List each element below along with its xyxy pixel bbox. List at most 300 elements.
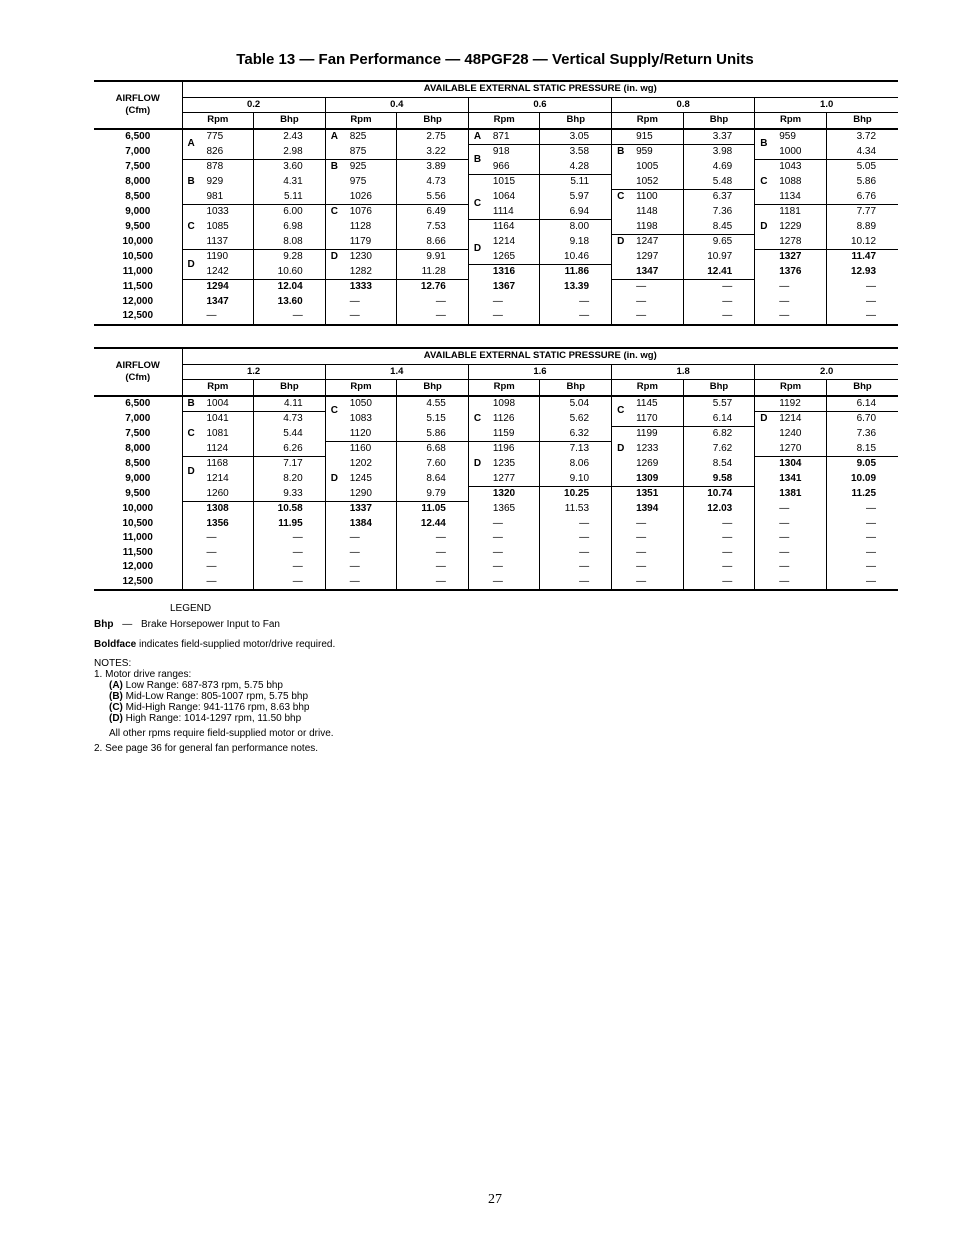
bhp-header: Bhp [683,113,755,129]
pressure-header: 1.0 [755,97,898,113]
table-row [94,517,898,532]
rpm-cell: — [325,295,397,310]
bhp-cell: 9.79 [397,487,469,502]
bhp-cell: 8.54 [683,457,755,472]
airflow-cell: 8,000 [125,443,151,454]
header-row-units [94,113,898,129]
airflow-header [94,81,182,129]
bhp-cell: 6.70 [826,412,898,427]
bhp-cell: — [826,517,898,532]
bhp-cell: 8.45 [683,220,755,235]
rpm-cell: 1114 [468,205,540,220]
bhp-cell: 11.25 [826,487,898,502]
rpm-cell: 1240 [755,427,827,442]
drive-range-code: (C) [109,702,123,713]
pressure-header: 0.8 [612,97,755,113]
table-row [94,575,898,591]
rpm-cell: — [325,531,397,546]
drive-range-code: (B) [109,691,123,702]
bhp-header: Bhp [254,380,326,396]
rpm-cell: 1277 [468,472,540,487]
bhp-cell: — [826,502,898,517]
table-row [94,487,898,502]
rpm-cell: 1376 [755,265,827,280]
bhp-cell: 12.93 [826,265,898,280]
rpm-cell: — [612,531,684,546]
note-other: All other rpms require field-supplied motor or drive. [109,728,334,739]
rpm-cell: 1179 [325,235,397,250]
rpm-cell: 1356 [182,517,254,532]
rpm-cell: — [182,309,254,325]
header-row-pressures [94,97,898,113]
rpm-cell: 1085 [182,220,254,235]
rpm-cell: 1214 D [468,235,540,250]
bhp-cell: 10.12 [826,235,898,250]
drive-range-text: Mid-Low Range: 805-1007 rpm, 5.75 bhp [122,691,309,702]
airflow-cell: 9,500 [125,221,151,232]
rpm-cell: — [468,531,540,546]
esp-header: AVAILABLE EXTERNAL STATIC PRESSURE (in. wg) [182,348,898,364]
rpm-cell: 1265 [468,250,540,265]
drive-range-marker: A [187,138,195,149]
rpm-cell: 1230 D [325,250,397,265]
bhp-cell: 12.44 [397,517,469,532]
table-row [94,412,898,427]
bhp-cell: 5.97 [540,190,612,205]
table-row [94,442,898,457]
esp-header: AVAILABLE EXTERNAL STATIC PRESSURE (in. wg) [182,81,898,97]
table-row [94,309,898,325]
bhp-cell: — [540,546,612,561]
rpm-cell: 1081 [182,427,254,442]
legend-bhp-dash: — [122,619,133,630]
bhp-cell: 13.60 [254,295,326,310]
bhp-cell: — [683,517,755,532]
rpm-cell: 875 [325,145,397,160]
rpm-header: Rpm [755,113,827,129]
table-row [94,175,898,190]
bhp-cell: — [397,546,469,561]
table-row [94,190,898,205]
bhp-cell: 3.72 [826,129,898,145]
bhp-cell: 11.95 [254,517,326,532]
bhp-cell: 2.75 [397,129,469,145]
airflow-cell: 10,000 [122,236,154,247]
bhp-cell: 5.15 [397,412,469,427]
drive-range-marker: C [330,206,338,217]
bhp-cell: 11.28 [397,265,469,280]
bhp-cell: 11.05 [397,502,469,517]
bhp-cell: — [683,575,755,591]
table-row [94,427,898,442]
rpm-cell: 1347 [182,295,254,310]
rpm-header: Rpm [182,113,254,129]
bhp-cell: 12.04 [254,280,326,295]
bhp-cell: — [683,560,755,575]
drive-range-marker: C [617,405,625,416]
rpm-cell: 1076 C [325,205,397,220]
rpm-cell: — [612,575,684,591]
rpm-cell: 1098 [468,396,540,412]
rpm-cell: 1347 [612,265,684,280]
drive-range-marker: B [187,397,195,409]
airflow-cell: 12,500 [94,575,182,591]
table-row [94,295,898,310]
rpm-cell: 1015 [468,175,540,190]
bhp-header: Bhp [826,380,898,396]
bhp-cell: 6.37 [683,190,755,205]
bhp-cell: 8.64 [397,472,469,487]
drive-range-text: Mid-High Range: 941-1176 rpm, 8.63 bhp [122,702,310,713]
bhp-cell: 4.11 [254,396,326,412]
rpm-cell: — [755,280,827,295]
bhp-cell: 6.14 [826,396,898,412]
drive-range-marker: D [330,251,338,262]
bhp-cell: 6.26 [254,442,326,457]
bhp-cell: 9.58 [683,472,755,487]
rpm-cell: — [755,546,827,561]
rpm-cell: — [325,309,397,325]
rpm-cell: 981 [182,190,254,205]
bhp-cell: 7.36 [826,427,898,442]
bhp-cell: — [540,575,612,591]
bhp-cell: 9.18 [540,235,612,250]
rpm-cell: 1190 D [182,250,254,265]
rpm-cell: 1137 [182,235,254,250]
cfm-label: (Cfm) [125,104,151,116]
bhp-cell: — [826,560,898,575]
bhp-cell: 7.62 [683,442,755,457]
bhp-cell: 9.65 [683,235,755,250]
rpm-cell: 1004 B [182,396,254,412]
bhp-cell: 4.73 [254,412,326,427]
bhp-header: Bhp [254,113,326,129]
airflow-cell: 9,500 [125,488,151,499]
rpm-cell: 959 B [612,145,684,160]
rpm-cell: 1365 [468,502,540,517]
bhp-cell: 12.03 [683,502,755,517]
rpm-cell: 1214 D [755,412,827,427]
drive-range-marker: A [330,130,338,142]
pressure-header: 0.4 [325,97,468,113]
table-row [94,280,898,295]
table-row [94,235,898,250]
legend-bhp-definition: Brake Horsepower Input to Fan [141,619,280,630]
rpm-cell: 1270 [755,442,827,457]
bhp-cell: 10.25 [540,487,612,502]
bhp-cell: 10.60 [254,265,326,280]
rpm-cell: 1269 [612,457,684,472]
rpm-cell: — [612,517,684,532]
drive-range-marker: C [617,191,625,202]
bhp-cell: 5.11 [540,175,612,190]
bhp-cell: 5.56 [397,190,469,205]
drive-range-marker: C [187,221,195,232]
bhp-cell: — [683,531,755,546]
rpm-cell: 959 B [755,129,827,145]
drive-range-marker: A [473,130,482,142]
bhp-cell: — [683,309,755,325]
drive-range-marker: D [760,220,768,232]
rpm-cell: — [612,546,684,561]
bhp-cell: 6.82 [683,427,755,442]
bhp-cell: — [540,309,612,325]
rpm-cell: — [468,546,540,561]
pressure-header: 0.2 [182,97,325,113]
airflow-cell: 7,500 [125,161,151,172]
rpm-cell: — [468,560,540,575]
bhp-cell: 6.49 [397,205,469,220]
bhp-cell: 5.05 [826,160,898,175]
rpm-cell: 1041 C [182,412,254,427]
drive-range-code: (D) [109,713,123,724]
bhp-cell: — [826,575,898,591]
rpm-cell: 929 [182,175,254,190]
rpm-cell: — [755,295,827,310]
rpm-cell: 1033 C [182,205,254,220]
rpm-cell: 1235 D [468,457,540,472]
rpm-cell: — [325,575,397,591]
drive-range-marker: D [473,243,482,254]
bhp-cell: 3.98 [683,145,755,160]
rpm-cell: 1202 [325,457,397,472]
bhp-cell: 10.74 [683,487,755,502]
drive-range-item [109,713,594,724]
rpm-cell: 825 A [325,129,397,145]
header-row-units [94,380,898,396]
rpm-cell: 878 B [182,160,254,175]
note-2: 2. See page 36 for general fan performance notes. [94,743,319,754]
drive-range-marker: B [473,153,482,165]
airflow-cell: 10,500 [122,517,154,529]
rpm-cell: 1367 [468,280,540,295]
bhp-cell: — [254,309,326,325]
bhp-cell: 4.34 [826,145,898,160]
rpm-cell: 975 [325,175,397,190]
rpm-cell: 1088 C [755,175,827,190]
bhp-cell: 4.69 [683,160,755,175]
bhp-cell: 11.47 [826,250,898,265]
bhp-cell: — [540,560,612,575]
bhp-cell: 9.91 [397,250,469,265]
rpm-cell: 1026 [325,190,397,205]
bhp-cell: — [397,295,469,310]
bhp-cell: 6.76 [826,190,898,205]
airflow-cell: 10,500 [122,251,154,262]
bhp-cell: 5.44 [254,427,326,442]
airflow-cell: 11,500 [122,281,153,292]
airflow-label: AIRFLOW [115,359,160,371]
table-row [94,220,898,235]
rpm-cell: 826 [182,145,254,160]
rpm-cell: 1181 [755,205,827,220]
rpm-cell: 1196 [468,442,540,457]
rpm-cell: 1159 [468,427,540,442]
rpm-cell: 1229 D [755,220,827,235]
bhp-cell: 3.22 [397,145,469,160]
bhp-header: Bhp [826,113,898,129]
legend-boldface-definition: indicates field-supplied motor/drive required. [136,639,336,650]
table-row [94,531,898,546]
pressure-header: 1.8 [612,364,755,380]
bhp-cell: 13.39 [540,280,612,295]
bhp-cell: — [540,517,612,532]
bhp-cell: 8.00 [540,220,612,235]
bhp-cell: — [826,295,898,310]
rpm-cell: 1245 D [325,472,397,487]
bhp-cell: 6.32 [540,427,612,442]
rpm-cell: 1164 [468,220,540,235]
bhp-cell: 3.89 [397,160,469,175]
bhp-cell: — [826,280,898,295]
rpm-header: Rpm [755,380,827,396]
table-row [94,265,898,280]
rpm-cell: 1320 [468,487,540,502]
bhp-cell: 11.86 [540,265,612,280]
bhp-cell: 5.48 [683,175,755,190]
drive-range-marker: D [617,236,625,247]
rpm-cell: 1294 [182,280,254,295]
rpm-cell: 1282 [325,265,397,280]
bhp-cell: 3.37 [683,129,755,145]
bhp-cell: — [397,560,469,575]
bhp-header: Bhp [540,380,612,396]
pressure-header: 1.6 [468,364,611,380]
bhp-cell: 8.15 [826,442,898,457]
airflow-cell: 12,000 [122,561,154,573]
bhp-cell: 5.57 [683,396,755,412]
airflow-label: AIRFLOW [115,92,160,104]
bhp-cell: 10.58 [254,502,326,517]
rpm-cell: 1290 [325,487,397,502]
table-row [94,160,898,175]
bhp-cell: 11.53 [540,502,612,517]
rpm-cell: 1394 [612,502,684,517]
bhp-cell: 10.46 [540,250,612,265]
rpm-cell: — [755,531,827,546]
rpm-cell: 966 [468,160,540,175]
rpm-cell: 1052 [612,175,684,190]
note-1: 1. Motor drive ranges: [94,669,192,680]
rpm-cell: — [468,295,540,310]
rpm-cell: — [755,517,827,532]
bhp-header: Bhp [540,113,612,129]
table-row [94,546,898,561]
page-title: Table 13 — Fan Performance — 48PGF28 — Vertical Supply/Return Units [236,51,754,68]
rpm-cell: 1199 [612,427,684,442]
rpm-cell: 1064 C [468,190,540,205]
drive-range-marker: B [760,138,768,149]
rpm-cell: — [468,309,540,325]
bhp-cell: 7.36 [683,205,755,220]
rpm-cell: 1341 [755,472,827,487]
drive-range-item [109,691,594,702]
rpm-cell: — [182,575,254,591]
cfm-label: (Cfm) [125,371,151,383]
airflow-cell: 12,000 [122,295,154,307]
table-row [94,205,898,220]
airflow-cell: 7,000 [125,413,151,424]
rpm-header: Rpm [182,380,254,396]
bhp-cell: — [683,295,755,310]
bhp-header: Bhp [397,113,469,129]
table-row [94,457,898,472]
rpm-cell: — [755,575,827,591]
legend-boldface-term: Boldface [94,639,137,650]
rpm-header: Rpm [468,113,540,129]
drive-range-marker: C [187,428,195,439]
rpm-cell: 1214 [182,472,254,487]
bhp-cell: 6.68 [397,442,469,457]
rpm-cell: 925 B [325,160,397,175]
rpm-header: Rpm [612,380,684,396]
bhp-cell: 6.14 [683,412,755,427]
rpm-cell: 1304 [755,457,827,472]
airflow-cell: 7,000 [125,146,151,157]
bhp-cell: — [540,531,612,546]
bhp-cell: 9.33 [254,487,326,502]
bhp-cell: 5.62 [540,412,612,427]
bhp-cell: 4.31 [254,175,326,190]
bhp-cell: 6.00 [254,205,326,220]
rpm-cell: 1126 C [468,412,540,427]
rpm-cell: 1278 [755,235,827,250]
bhp-cell: — [254,531,326,546]
rpm-cell: 1050 C [325,396,397,412]
airflow-cell: 8,500 [125,458,151,469]
rpm-cell: 1381 [755,487,827,502]
bhp-cell: — [254,575,326,591]
bhp-cell: — [683,546,755,561]
bhp-cell: 5.86 [826,175,898,190]
rpm-cell: 1198 [612,220,684,235]
bhp-cell: 3.05 [540,129,612,145]
rpm-cell: — [182,546,254,561]
bhp-cell: — [254,560,326,575]
rpm-cell: 775 A [182,129,254,145]
airflow-cell: 12,500 [94,309,182,325]
rpm-cell: — [612,560,684,575]
bhp-cell: 7.77 [826,205,898,220]
rpm-cell: — [325,546,397,561]
drive-range-text: Low Range: 687-873 rpm, 5.75 bhp [122,680,283,691]
bhp-cell: 8.89 [826,220,898,235]
legend [94,602,594,755]
rpm-cell: — [182,531,254,546]
rpm-cell: 1148 [612,205,684,220]
rpm-cell: 1333 [325,280,397,295]
rpm-cell: 1384 [325,517,397,532]
rpm-cell: 1247 D [612,235,684,250]
bhp-header: Bhp [397,380,469,396]
rpm-cell: 1083 [325,412,397,427]
airflow-cell: 11,000 [122,532,153,544]
header-row-esp [94,348,898,364]
drive-range-code: (A) [109,680,123,691]
drive-range-marker: D [330,472,338,484]
bhp-cell: — [397,531,469,546]
rpm-cell: 915 [612,129,684,145]
bhp-cell: — [397,309,469,325]
rpm-cell: 1242 [182,265,254,280]
drive-range-text: High Range: 1014-1297 rpm, 11.50 bhp [122,713,302,724]
drive-range-marker: C [473,412,482,424]
airflow-cell: 9,000 [125,473,151,484]
rpm-cell: 1168 D [182,457,254,472]
rpm-cell: 1160 [325,442,397,457]
legend-heading: LEGEND [170,603,212,614]
bhp-cell: 12.41 [683,265,755,280]
